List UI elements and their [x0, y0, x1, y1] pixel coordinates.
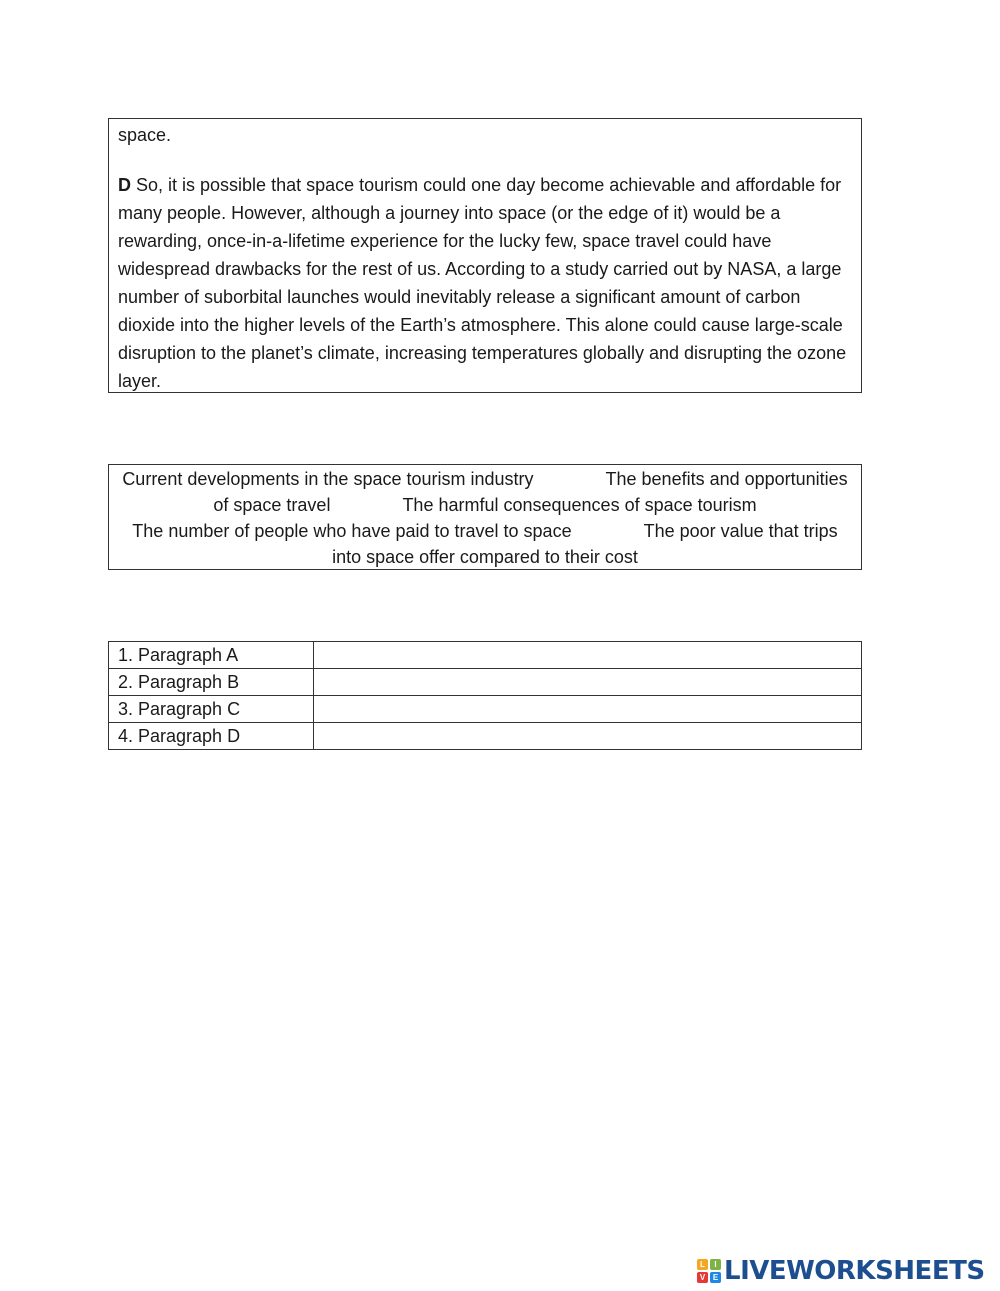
passage-continuation: space. [118, 125, 172, 145]
option-current-developments: Current developments in the space tourism industry [122, 469, 534, 489]
paragraph-d-letter: D [118, 175, 131, 195]
answer-cell-paragraph-a[interactable] [314, 642, 862, 669]
table-row [109, 696, 862, 723]
answer-cell-paragraph-c[interactable] [314, 696, 862, 723]
logo-block: L [697, 1259, 708, 1270]
heading-options-box [108, 464, 862, 570]
table-row [109, 669, 862, 696]
liveworksheets-logo [697, 1254, 985, 1288]
logo-block: E [710, 1272, 721, 1283]
paragraph-label: 4. Paragraph D [109, 723, 314, 750]
option-benefits: The benefits and opportunities of space travel [213, 469, 848, 515]
paragraph-label: 1. Paragraph A [109, 642, 314, 669]
table-row [109, 723, 862, 750]
paragraph-d-text: So, it is possible that space tourism could one day become achievable and affordable for many people. However, although a journey into space (or the edge of it) would be a rewarding, once-in-a-lifetime experience for the lucky few, space travel could have widespread drawbacks for the rest of us. According to a study carried out by NASA, a large number of suborbital launches would inevitably release a significant amount of carbon dioxide into the higher levels of the Earth’s atmosphere. This alone could cause large-scale disruption to the planet’s climate, increasing temperatures globally and disrupting the ozone layer. [118, 175, 847, 391]
paragraph-label: 2. Paragraph B [109, 669, 314, 696]
reading-passage-box [108, 118, 862, 393]
option-number-of-people: The number of people who have paid to travel to space [132, 521, 572, 541]
table-row [109, 642, 862, 669]
answer-cell-paragraph-d[interactable] [314, 723, 862, 750]
logo-block: I [710, 1259, 721, 1270]
answer-cell-paragraph-b[interactable] [314, 669, 862, 696]
paragraph-label: 3. Paragraph C [109, 696, 314, 723]
logo-text: LIVEWORKSHEETS [724, 1256, 985, 1286]
logo-block: V [697, 1272, 708, 1283]
logo-blocks-icon [697, 1259, 721, 1283]
option-harmful-consequences: The harmful consequences of space tourism [402, 495, 757, 515]
answer-table [108, 641, 862, 750]
paragraph-d [118, 171, 851, 395]
option-poor-value: The poor value that trips into space offer compared to their cost [332, 521, 838, 567]
